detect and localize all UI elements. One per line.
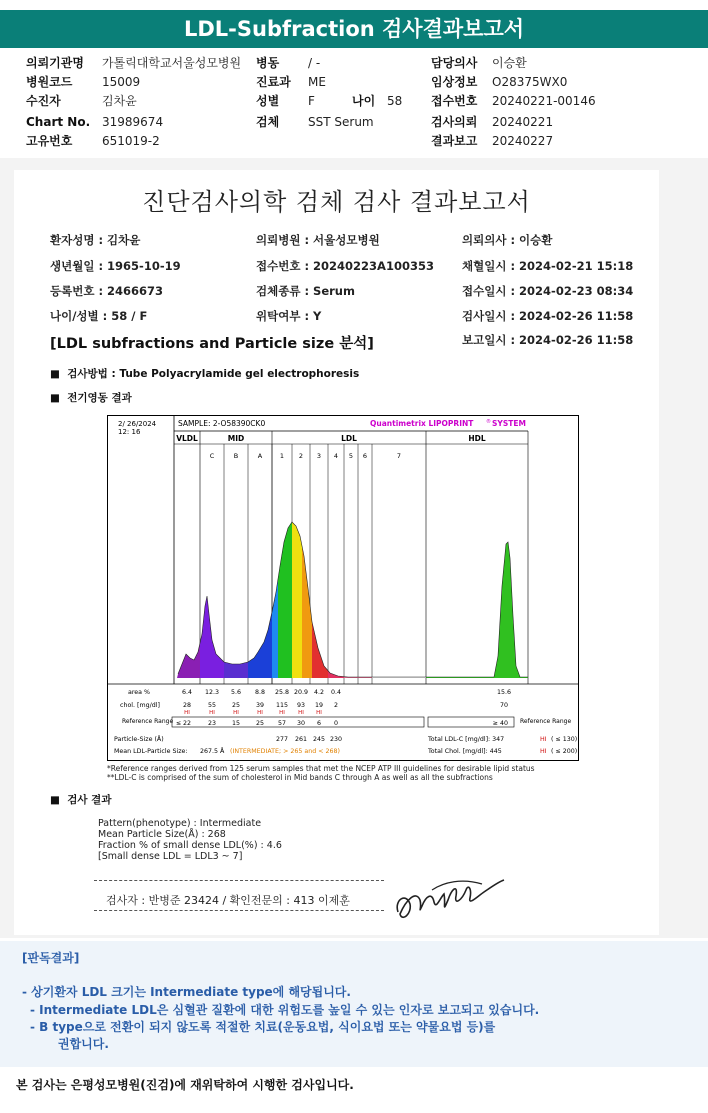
chol-row-label: chol. [mg/dl]	[120, 702, 160, 709]
area-value-5: 20.9	[293, 689, 309, 696]
interpretation-line-2: - Intermediate LDL은 심혈관 질환에 대한 위험도를 높일 수 있는 인자로 보고되고 있습니다.	[30, 1003, 540, 1017]
total-ldl-label: Total LDL-C [mg/dl]: 347	[428, 736, 505, 743]
subband-label-5: 5	[348, 452, 354, 460]
chart-brand-suffix: SYSTEM	[492, 419, 526, 428]
method-text: 검사방법 : Tube Polyacrylamide gel electrophoresis	[67, 368, 360, 380]
clinical-info-value: O28375WX0	[492, 75, 568, 89]
subband-label-3: 3	[316, 452, 322, 460]
interpretation-line-4: 권합니다.	[58, 1037, 109, 1051]
chol-value-6: 19	[314, 702, 324, 709]
area-value-6: 4.2	[313, 689, 325, 696]
trace-fraction-fill-0	[174, 643, 200, 678]
subband-label-7: 7	[396, 452, 402, 460]
chart-no-value: 31989674	[102, 115, 164, 129]
subband-label-2: 2	[298, 452, 304, 460]
lipoprint-chart-svg	[108, 416, 578, 760]
test-datetime: 검사일시 : 2024-02-26 11:58	[462, 309, 634, 323]
outsourcing-footer: 본 검사는 은평성모병원(진검)에 재위탁하여 시행한 검사입니다.	[16, 1078, 354, 1092]
unique-no-value: 651019-2	[102, 134, 160, 148]
specimen-label: 검체	[256, 115, 280, 129]
request-date-value: 20240221	[492, 115, 554, 129]
band-label-hdl: HDL	[468, 434, 486, 443]
result-small-dense-fraction: Fraction % of small dense LDL(%) : 4.6	[98, 840, 282, 851]
trace-fraction-fill-2	[224, 662, 248, 678]
densitometry-trace	[178, 522, 528, 677]
chol-hi-flag-1: HI	[209, 710, 215, 716]
interpretation-line-1: - 상기환자 LDL 크기는 Intermediate type에 해당됩니다.	[22, 985, 351, 999]
trace-fraction-fill-8	[312, 622, 328, 678]
result-pattern: Pattern(phenotype) : Intermediate	[98, 818, 262, 829]
particle-size-0: 277	[275, 736, 289, 743]
hdl-chol-value: 70	[499, 702, 509, 709]
hdl-area-value: 15.6	[496, 689, 512, 696]
chol-value-0: 28	[182, 702, 192, 709]
unique-no-label: 고유번호	[26, 134, 73, 148]
patient-name: 환자성명 : 김차윤	[50, 233, 141, 247]
doctor-value: 이승환	[492, 56, 527, 70]
total-ldl-range: ( ≤ 130)	[551, 736, 578, 743]
total-chol-flag: HI	[540, 748, 547, 755]
report-date-value: 20240227	[492, 134, 554, 148]
total-ldl-flag: HI	[540, 736, 547, 743]
interpretation-title: [판독결과]	[22, 951, 80, 965]
ref-row-label: Reference Range	[122, 718, 174, 725]
trace-fraction-fill-6	[292, 522, 302, 678]
area-value-0: 6.4	[181, 689, 193, 696]
chol-value-2: 25	[231, 702, 241, 709]
trace-fraction-fill-1	[200, 596, 224, 678]
requesting-doctor: 의뢰의사 : 이승환	[462, 233, 553, 247]
chol-hi-flag-0: HI	[184, 710, 190, 716]
hospital-code-value: 15009	[102, 75, 141, 89]
analysis-subtitle: [LDL subfractions and Particle size 분석]	[50, 336, 374, 352]
particle-size-2: 245	[312, 736, 326, 743]
handwritten-signature	[392, 870, 512, 925]
footnote-reference: *Reference ranges derived from 125 serum samples that met the NCEP ATP III guidelines for desirable lipid status	[107, 764, 535, 773]
chol-value-4: 115	[275, 702, 289, 709]
electrophoresis-heading: 전기영동 결과	[67, 392, 132, 404]
report-title-bar	[0, 10, 708, 48]
lab-report-sheet	[14, 170, 659, 935]
method-bullet: ■ 검사방법 : Tube Polyacrylamide gel electrophoresis	[50, 368, 360, 380]
examinee-label: 수진자	[26, 94, 61, 108]
total-chol-label: Total Chol. [mg/dl]: 445	[428, 748, 502, 755]
ref-value-1: 23	[207, 720, 217, 727]
lipoprint-chart	[107, 415, 579, 761]
chart-brand-registered: ®	[486, 419, 491, 425]
department-label: 진료과	[256, 75, 291, 89]
chol-hi-flag-2: HI	[233, 710, 239, 716]
clinical-info-label: 임상정보	[431, 75, 478, 89]
particle-row-label: Particle-Size (Å)	[114, 736, 164, 743]
chol-hi-flag-4: HI	[279, 710, 285, 716]
area-value-4: 25.8	[274, 689, 290, 696]
specimen-type: 검체종류 : Serum	[256, 284, 355, 298]
doctor-label: 담당의사	[431, 56, 478, 70]
band-label-mid: MID	[227, 434, 245, 443]
ref-value-6: 6	[316, 720, 322, 727]
ref-value-2: 15	[231, 720, 241, 727]
interpretation-section	[0, 941, 708, 1067]
chol-hi-flag-3: HI	[257, 710, 263, 716]
date-of-birth: 생년월일 : 1965-10-19	[50, 259, 181, 273]
results-heading: 검사 결과	[67, 794, 112, 806]
hospital-code-label: 병원코드	[26, 75, 73, 89]
examinee-value: 김차윤	[102, 94, 137, 108]
area-value-2: 5.6	[230, 689, 242, 696]
lab-report-title: 진단검사의학 검체 검사 결과보고서	[142, 188, 531, 216]
sex-value: F	[308, 94, 315, 108]
inspector-line: 검사자 : 반병준 23424 / 확인전문의 : 413 이제훈	[106, 894, 350, 907]
chol-value-1: 55	[207, 702, 217, 709]
interpretation-line-3: - B type으로 전환이 되지 않도록 적절한 치료(운동요법, 식이요법 또는 약물요법 등)를	[30, 1020, 496, 1034]
result-small-dense-definition: [Small dense LDL = LDL3 ~ 7]	[98, 851, 243, 862]
chol-value-5: 93	[296, 702, 306, 709]
ref-row-label-right: Reference Range	[520, 718, 572, 725]
ref-value-5: 30	[296, 720, 306, 727]
receipt-datetime: 접수일시 : 2024-02-23 08:34	[462, 284, 634, 298]
age-sex: 나이/성별 : 58 / F	[50, 309, 148, 323]
chart-brand: Quantimetrix LIPOPRINT	[370, 419, 474, 428]
mean-size-value: 267.5 Å	[200, 748, 225, 755]
trace-fraction-fill-5	[278, 522, 292, 678]
registration-number: 등록번호 : 2466673	[50, 284, 164, 298]
chol-hi-flag-5: HI	[298, 710, 304, 716]
result-summary	[98, 818, 282, 862]
request-date-label: 검사의뢰	[431, 115, 478, 129]
receipt-label: 접수번호	[431, 94, 478, 108]
trace-fraction-fill-4	[272, 579, 278, 678]
mean-size-label: Mean LDL-Particle Size:	[114, 748, 188, 755]
department-value: ME	[308, 75, 326, 89]
receipt-value: 20240221-00146	[492, 94, 596, 108]
ref-value-4: 57	[277, 720, 287, 727]
chart-footnotes	[107, 764, 577, 782]
area-row-label: area %	[128, 689, 151, 696]
mean-size-range: (INTERMEDIATE; > 265 and < 268)	[230, 748, 341, 755]
total-chol-range: ( ≤ 200)	[551, 748, 578, 755]
electrophoresis-bullet: ■ 전기영동 결과	[50, 392, 132, 404]
band-label-vldl: VLDL	[176, 434, 198, 443]
ref-value-0: 22	[182, 720, 192, 727]
chart-time: 12: 16	[118, 428, 141, 436]
collection-datetime: 채혈일시 : 2024-02-21 15:18	[462, 259, 634, 273]
age-value: 58	[387, 94, 403, 108]
ref-value-7: 0	[333, 720, 339, 727]
report-date-label: 결과보고	[431, 134, 478, 148]
trace-fraction-fill-9	[328, 671, 344, 678]
ref-prefix: ≤	[176, 720, 182, 727]
footnote-ldl: **LDL-C is comprised of the sum of cholesterol in Mid bands C through A as well as all the subfractions	[107, 773, 493, 782]
results-bullet: ■ 검사 결과	[50, 794, 112, 806]
sex-label: 성별	[256, 94, 280, 108]
subband-label-6: 6	[362, 452, 368, 460]
particle-size-1: 261	[294, 736, 308, 743]
particle-size-3: 230	[329, 736, 343, 743]
requesting-hospital: 의뢰병원 : 서울성모병원	[256, 233, 380, 247]
trace-fraction-fill-3	[248, 612, 272, 678]
age-label: 나이	[352, 94, 376, 108]
area-value-7: 0.4	[330, 689, 342, 696]
hdl-ref-value: ≥ 40	[492, 720, 508, 727]
subband-label-B: B	[233, 452, 239, 460]
hospital-value: 가톨릭대학교서울성모병원	[102, 56, 242, 70]
ward-value: / -	[308, 56, 321, 70]
subband-label-1: 1	[279, 452, 285, 460]
receipt-number: 접수번호 : 20240223A100353	[256, 259, 434, 273]
report-datetime: 보고일시 : 2024-02-26 11:58	[462, 333, 634, 347]
outsourced-flag: 위탁여부 : Y	[256, 309, 322, 323]
trace-fraction-fill-7	[302, 546, 312, 678]
band-label-ldl: LDL	[341, 434, 357, 443]
request-info-header	[0, 52, 708, 152]
area-value-1: 12.3	[204, 689, 220, 696]
specimen-value: SST Serum	[308, 115, 374, 129]
subband-label-4: 4	[333, 452, 339, 460]
chart-date: 2/ 26/2024	[118, 420, 157, 428]
report-title: LDL-Subfraction 검사결과보고서	[183, 17, 525, 41]
subband-label-C: C	[209, 452, 215, 460]
hospital-label: 의뢰기관명	[26, 56, 84, 70]
subband-label-A: A	[257, 452, 263, 460]
signature-rule-top	[94, 880, 384, 881]
area-value-3: 8.8	[254, 689, 266, 696]
chart-no-label: Chart No.	[26, 115, 91, 129]
result-mean-size: Mean Particle Size(Å) : 268	[98, 829, 226, 840]
ward-label: 병동	[256, 56, 280, 70]
chol-value-3: 39	[255, 702, 265, 709]
chart-sample: SAMPLE: 2-O58390CK0	[178, 419, 266, 428]
ref-value-3: 25	[255, 720, 265, 727]
chol-hi-flag-6: HI	[316, 710, 322, 716]
signature-rule-bottom	[94, 910, 384, 911]
chol-value-7: 2	[333, 702, 339, 709]
